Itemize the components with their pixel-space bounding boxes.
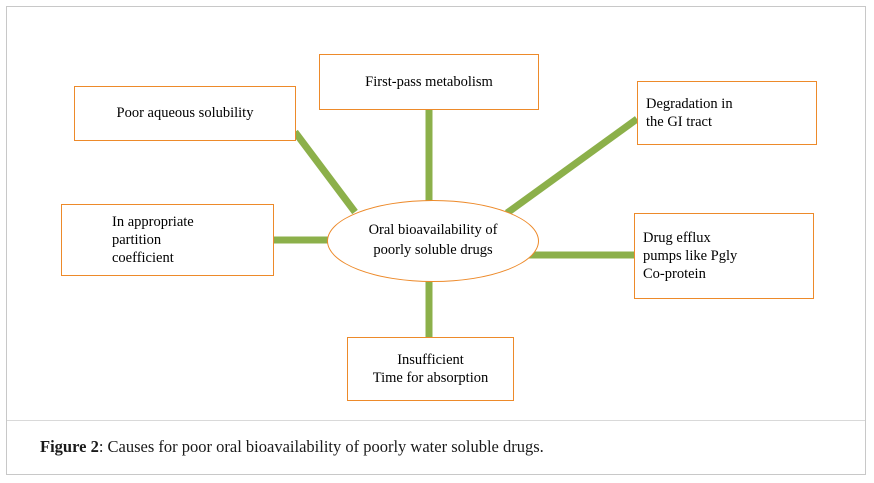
- center-node-oral-bioavailability: [327, 200, 539, 282]
- node-inappropriate-partition-coefficient-line-1: In appropriate: [112, 213, 194, 230]
- caption-divider: [7, 420, 865, 421]
- center-node-line-1: Oral bioavailability of: [368, 222, 498, 239]
- node-poor-aqueous-solubility: [74, 86, 296, 141]
- node-inappropriate-partition-coefficient: [61, 204, 274, 276]
- connector-poor-aqueous-solubility: [295, 132, 355, 212]
- node-poor-aqueous-solubility-label: Poor aqueous solubility: [116, 105, 254, 122]
- figure-caption: [40, 437, 830, 457]
- figure-caption-text: Causes for poor oral bioavailability of poorly water soluble drugs.: [107, 437, 544, 456]
- node-drug-efflux-pumps: [634, 213, 814, 299]
- node-insufficient-time-absorption: [347, 337, 514, 401]
- node-degradation-gi-tract: [637, 81, 817, 145]
- node-inappropriate-partition-coefficient-line-3: coefficient: [112, 250, 174, 267]
- center-node-line-2: poorly soluble drugs: [373, 242, 493, 258]
- node-degradation-gi-tract-line-1: Degradation in: [646, 95, 733, 112]
- node-first-pass-metabolism-label: First-pass metabolism: [365, 73, 493, 90]
- node-insufficient-time-absorption-line-2: Time for absorption: [372, 370, 489, 386]
- figure-caption-separator: :: [98, 437, 104, 456]
- node-first-pass-metabolism: [319, 54, 539, 110]
- figure-caption-label: Figure 2: [40, 437, 99, 456]
- node-degradation-gi-tract-line-2: the GI tract: [646, 114, 713, 130]
- node-drug-efflux-pumps-line-3: Co-protein: [643, 266, 706, 283]
- node-drug-efflux-pumps-line-2: pumps like Pgly: [643, 247, 738, 264]
- node-inappropriate-partition-coefficient-line-2: partition: [112, 231, 162, 248]
- connector-degradation-gi-tract: [507, 119, 637, 213]
- node-insufficient-time-absorption-line-1: Insufficient: [397, 351, 464, 368]
- node-drug-efflux-pumps-line-1: Drug efflux: [643, 229, 711, 246]
- diagram-canvas: [7, 7, 865, 417]
